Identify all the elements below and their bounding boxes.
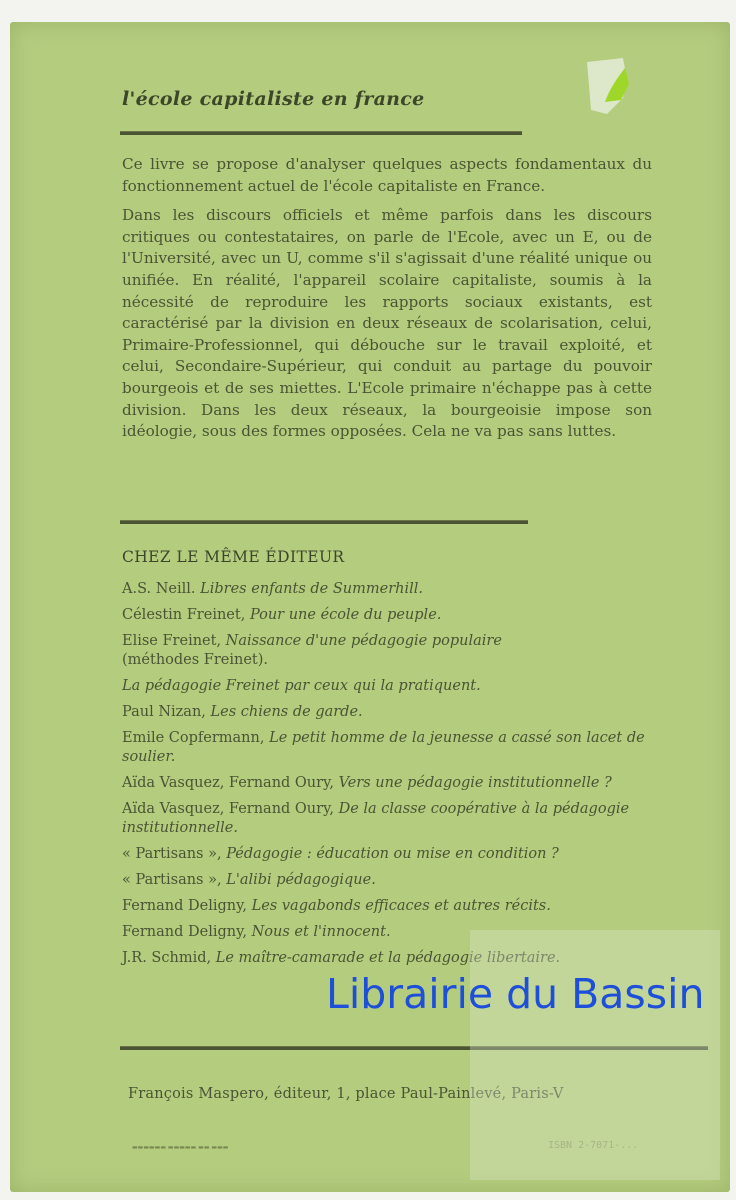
list-item <box>122 871 652 890</box>
book-title-entry: La pédagogie Freinet par ceux qui la pratiquent. <box>122 678 481 694</box>
book-author: J.R. Schmid, <box>122 950 212 966</box>
list-item <box>122 632 652 670</box>
book-title-entry: L'alibi pédagogique. <box>226 872 376 888</box>
price-sticker-residue <box>470 930 720 1180</box>
section-divider <box>120 520 528 524</box>
list-item <box>122 897 652 916</box>
book-author: Fernand Deligny, <box>122 924 247 940</box>
book-title-entry: Pédagogie : éducation ou mise en condition ? <box>226 846 559 862</box>
book-title-entry: Le maître-camarade et la pédagogie libertaire. <box>215 950 561 966</box>
list-item <box>122 729 652 767</box>
publisher-imprint: François Maspero, éditeur, 1, place Paul-Painlevé, Paris-V <box>128 1086 564 1102</box>
book-title-entry: Libres enfants de Summerhill. <box>200 581 423 597</box>
book-title-entry: Nous et l'innocent. <box>251 924 391 940</box>
book-author: « Partisans », <box>122 872 222 888</box>
book-author: Elise Freinet, <box>122 633 222 649</box>
same-publisher-heading: CHEZ LE MÊME ÉDITEUR <box>122 548 345 566</box>
book-title-entry: Pour une école du peuple. <box>249 607 442 623</box>
isbn-number: ISBN 2-7071-... <box>548 1140 639 1151</box>
list-item <box>122 703 652 722</box>
book-author: Célestin Freinet, <box>122 607 246 623</box>
list-item <box>122 845 652 864</box>
book-title-entry: De la classe coopérative à la pédagogie institutionnelle. <box>122 801 630 836</box>
book-author: Aïda Vasquez, Fernand Oury, <box>122 775 334 791</box>
book-title-entry: Les vagabonds efficaces et autres récits. <box>251 898 551 914</box>
book-author: Fernand Deligny, <box>122 898 247 914</box>
book-title: l'école capitaliste en france <box>122 88 425 110</box>
same-publisher-list <box>122 580 652 975</box>
list-item <box>122 606 652 625</box>
description-paragraph: Dans les discours officiels et même parfois dans les discours critiques ou contestataires, on parle de l'Ecole, avec un E, ou de l'Université, avec un U, comme s'il s'agissait d'une réalité unique ou unifiée. En réalité, l'appareil scolaire capitaliste, soumis à la nécessité de reproduire les rapports sociaux existants, est caractérisé par la division en deux réseaux de scolarisation, celui, Primaire-Professionnel, qui débouche sur le travail exploité, et celui, Secondaire-Supérieur, qui conduit au partage du pouvoir bourgeois et de ses miettes. L'Ecole primaire n'échappe pas à cette division. Dans les deux réseaux, la bourgeoisie impose son idéologie, sous des formes opposées. Cela ne va pas sans luttes. <box>122 206 652 441</box>
list-item <box>122 774 652 793</box>
book-title-entry: Les chiens de garde. <box>210 704 363 720</box>
description-paragraph: Ce livre se propose d'analyser quelques aspects fondamentaux du fonctionnement actuel de l'école capitaliste en France. <box>122 155 652 195</box>
book-author: Paul Nizan, <box>122 704 206 720</box>
book-author: A.S. Neill. <box>122 581 196 597</box>
book-note: (méthodes Freinet). <box>122 652 269 668</box>
bookshop-watermark: Librairie du Bassin <box>326 970 705 1018</box>
printer-line: ▬▬▬▬▬▬ ▬▬▬▬▬ ▬▬ ▬▬▬ <box>132 1144 229 1151</box>
book-author: « Partisans », <box>122 846 222 862</box>
green-tab-sticker <box>583 58 631 116</box>
title-divider <box>120 131 522 135</box>
book-author: Aïda Vasquez, Fernand Oury, <box>122 801 334 817</box>
book-title-entry: Naissance d'une pédagogie populaire <box>225 633 502 649</box>
list-item <box>122 800 652 838</box>
book-author: Emile Copfermann, <box>122 730 265 746</box>
book-title-entry: Vers une pédagogie institutionnelle ? <box>338 775 612 791</box>
list-item <box>122 677 652 696</box>
list-item <box>122 580 652 599</box>
book-title-entry: Le petit homme de la jeunesse a cassé son lacet de soulier. <box>122 730 645 765</box>
book-description <box>122 154 652 449</box>
